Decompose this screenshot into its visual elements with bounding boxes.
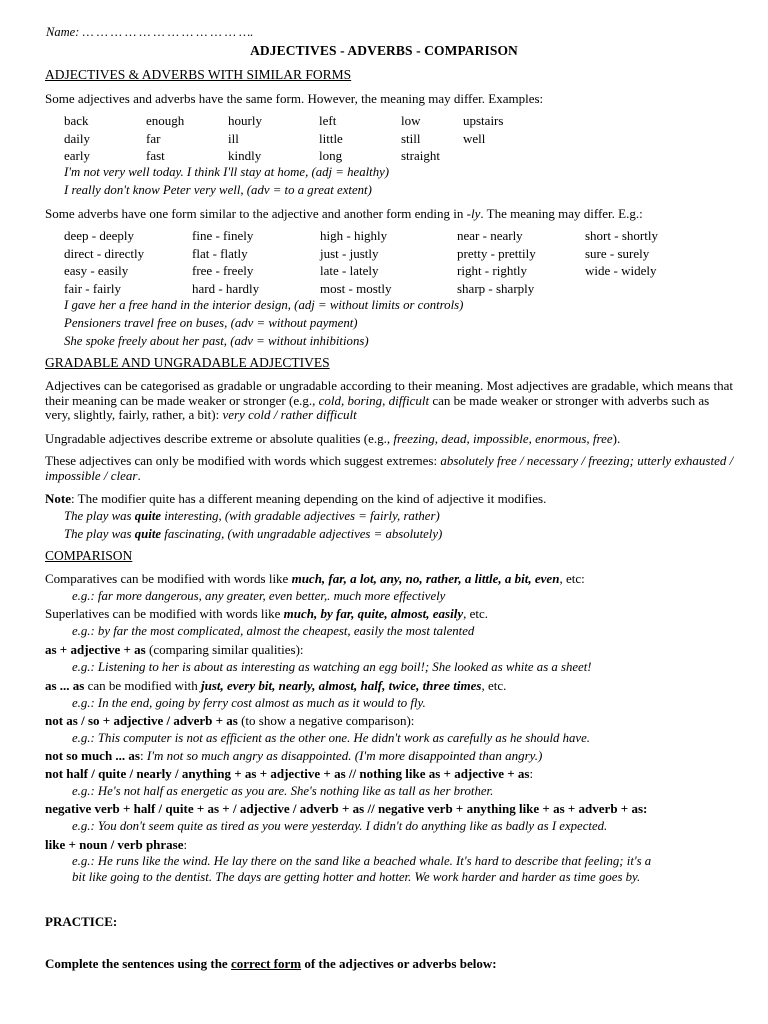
example-sentence: bit like going to the dentist. The days are getting hotter and hotter. We work harder and harder as time goes by. (72, 870, 641, 884)
word-cell: ill (228, 130, 239, 146)
word-cell: high - highly (320, 228, 388, 243)
name-line: Name: … … … … … … … … … … … …. (46, 25, 254, 39)
rule-not-so-much: not so much ... as: I'm not so much angry as disappointed. (I'm more disappointed than angry.) (45, 748, 543, 763)
word-cell: wide - widely (585, 263, 657, 279)
example-sentence: e.g.: far more dangerous, any greater, even better,. much more effectively (72, 589, 446, 603)
word-cell: short - shortly (585, 228, 658, 243)
intro-same-form: Some adjectives and adverbs have the same form. However, the meaning may differ. Examples: (45, 91, 544, 106)
word-row (64, 113, 543, 131)
example-sentence: e.g.: He's not half as energetic as you are. She's nothing like as tall as her brother. (72, 784, 494, 798)
word-cell: fair - fairly (64, 280, 122, 296)
example-sentence: e.g.: You don't seem quite as tired as you were yesterday. I didn't do anything like as badly as I expected. (72, 819, 608, 833)
word-cell: fast (146, 148, 165, 164)
word-cell: left (319, 113, 337, 128)
example-sentence: I gave her a free hand in the interior design, (adj = without limits or controls) (64, 298, 464, 312)
section-heading-comparison: COMPARISON (45, 548, 133, 563)
word-cell: kindly (228, 148, 262, 164)
word-cell: free - freely (192, 263, 254, 279)
example-sentence: e.g.: In the end, going by ferry cost almost as much as it would to fly. (72, 696, 426, 710)
word-cell: daily (64, 130, 90, 146)
example-sentence: e.g.: This computer is not as efficient as the other one. He didn't work as carefully as he should have. (72, 731, 590, 745)
word-cell: early (64, 148, 90, 164)
word-cell: most - mostly (320, 280, 392, 296)
word-cell: hard - hardly (192, 280, 260, 296)
word-cell: late - lately (320, 263, 379, 279)
word-cell: back (64, 113, 89, 128)
example-sentence: The play was quite fascinating, (with ungradable adjectives = absolutely) (64, 527, 443, 541)
paragraph-extremes: These adjectives can only be modified with words which suggest extremes: absolutely free / necessary / freezing; utterly exhausted / impossible / clear. (45, 453, 734, 483)
word-cell: little (319, 130, 343, 146)
word-cell: enough (146, 113, 185, 128)
word-cell: straight (401, 148, 440, 164)
example-sentence: I'm not very well today. I think I'll stay at home, (adj = healthy) (64, 165, 390, 179)
practice-heading: PRACTICE: (45, 914, 118, 929)
word-cell: deep - deeply (64, 228, 135, 243)
rule-negative-comparison: not as / so + adjective / adverb + as (to show a negative comparison): (45, 713, 415, 728)
example-sentence: e.g.: Listening to her is about as interesting as watching an egg boil!; She looked as white as a sheet! (72, 660, 592, 674)
example-sentence: Pensioners travel free on buses, (adv = without payment) (64, 316, 358, 330)
word-row (64, 148, 543, 166)
word-cell: just - justly (320, 245, 379, 261)
word-table-same-form (64, 113, 543, 166)
word-row (64, 263, 705, 281)
word-cell: right - rightly (457, 263, 528, 279)
rule-as-adjective-as: as + adjective + as (comparing similar qualities): (45, 642, 304, 657)
paragraph-ungradable: Ungradable adjectives describe extreme or absolute qualities (e.g., freezing, dead, impossible, enormous, free). (45, 431, 621, 446)
word-cell: hourly (228, 113, 262, 128)
word-row (64, 228, 705, 246)
intro-two-forms: Some adverbs have one form similar to the adjective and another form ending in -ly. The meaning may differ. E.g.: (45, 206, 643, 221)
word-cell: still (401, 130, 421, 146)
word-cell: pretty - prettily (457, 245, 536, 261)
word-cell: near - nearly (457, 228, 523, 243)
word-cell: low (401, 113, 421, 128)
word-cell (585, 281, 705, 299)
word-cell (463, 148, 543, 166)
rule-comparatives: Comparatives can be modified with words like much, far, a lot, any, no, rather, a little, a bit, even, etc: (45, 571, 585, 586)
word-cell: long (319, 148, 343, 164)
example-sentence: e.g.: by far the most complicated, almost the cheapest, easily the most talented (72, 624, 475, 638)
practice-instructions: Complete the sentences using the correct form of the adjectives or adverbs below: (45, 956, 497, 971)
example-sentence: She spoke freely about her past, (adv = without inhibitions) (64, 334, 369, 348)
note-line: Note: The modifier quite has a different meaning depending on the kind of adjective it modifies. (45, 491, 547, 506)
word-row (64, 131, 543, 149)
word-cell: fine - finely (192, 228, 254, 243)
rule-negative-verb: negative verb + half / quite + as + / adjective / adverb + as // negative verb + anything like + as + adverb + as: (45, 801, 648, 816)
word-cell: sure - surely (585, 245, 650, 261)
example-sentence: I really don't know Peter very well, (adv = to a great extent) (64, 183, 372, 197)
word-cell: well (463, 130, 486, 146)
rule-superlatives: Superlatives can be modified with words like much, by far, quite, almost, easily, etc. (45, 606, 489, 621)
page-title: ADJECTIVES - ADVERBS - COMPARISON (250, 43, 518, 58)
example-sentence: e.g.: He runs like the wind. He lay there on the sand like a beached whale. It's hard to describe that feeling; it's a (72, 854, 652, 868)
section-heading-similar-forms: ADJECTIVES & ADVERBS WITH SIMILAR FORMS (45, 67, 352, 82)
word-table-pairs (64, 228, 705, 298)
word-cell: direct - directly (64, 245, 145, 261)
word-row (64, 246, 705, 264)
example-sentence: The play was quite interesting, (with gradable adjectives = fairly, rather) (64, 509, 440, 523)
word-cell: far (146, 130, 161, 146)
word-cell: sharp - sharply (457, 280, 535, 296)
rule-as-as-modified: as ... as can be modified with just, every bit, nearly, almost, half, twice, three times, etc. (45, 678, 507, 693)
rule-not-half: not half / quite / nearly / anything + as + adjective + as // nothing like as + adjective + as: (45, 766, 534, 781)
section-heading-gradable: GRADABLE AND UNGRADABLE ADJECTIVES (45, 355, 330, 370)
rule-like-noun: like + noun / verb phrase: (45, 837, 188, 852)
word-cell: easy - easily (64, 263, 129, 279)
word-row (64, 281, 705, 299)
word-cell: flat - flatly (192, 245, 248, 261)
word-cell: upstairs (463, 113, 504, 128)
paragraph-gradable: Adjectives can be categorised as gradable or ungradable according to their meaning. Most adjectives are gradable, which means that their meaning can be made weaker or stronger (e.g., cold, boring, difficult can be made weaker or stronger with adverbs such as very, slightly, fairly, rather, a bit): very cold / rather difficult (45, 378, 734, 422)
